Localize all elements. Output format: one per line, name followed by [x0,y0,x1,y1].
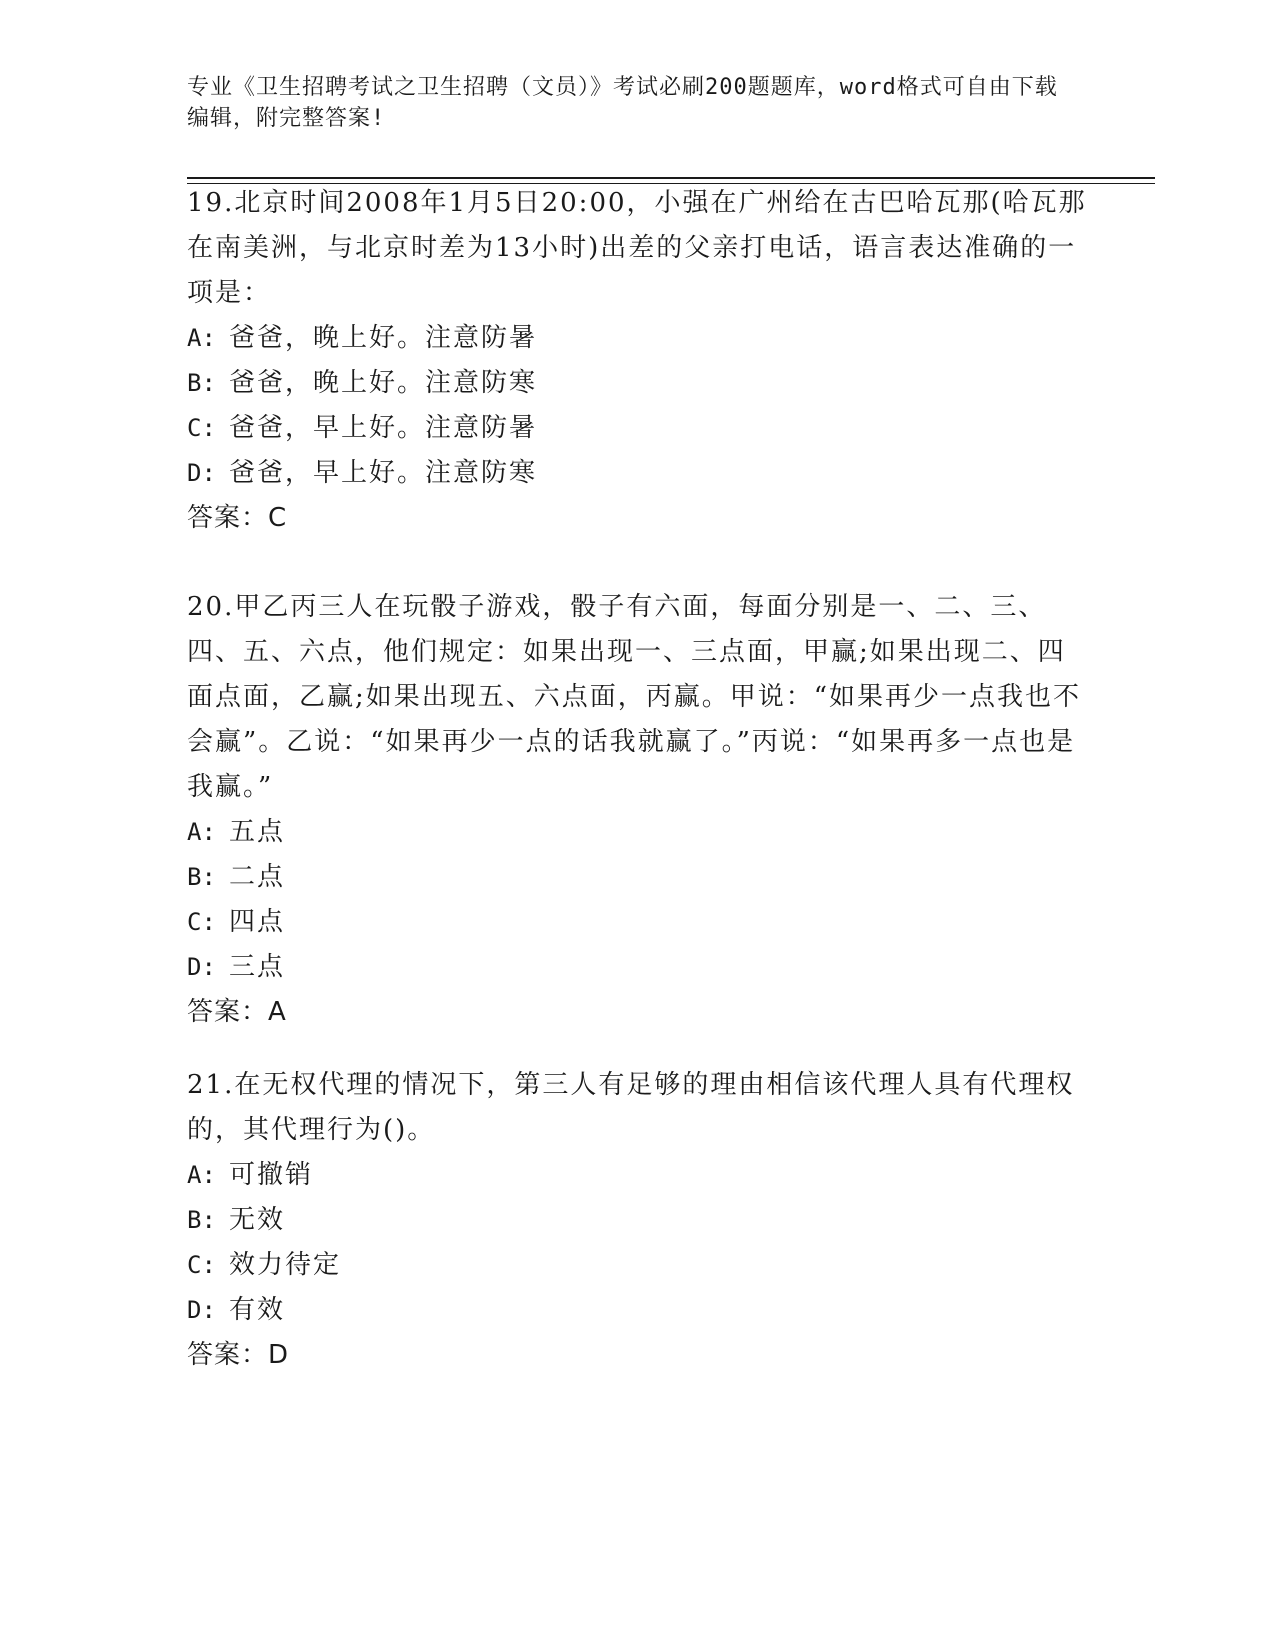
answer-value: A [268,997,287,1027]
header-divider-thick [187,177,1155,179]
option-d [187,1288,1087,1333]
option-letter: B: [187,369,216,397]
question-21 [187,1063,1087,1378]
option-c [187,900,1087,945]
option-letter: D: [187,1296,216,1324]
option-letter: D: [187,953,216,981]
document-header: 专业《卫生招聘考试之卫生招聘（文员）》考试必刷200题题库，word格式可自由下载编辑，附完整答案! [187,75,1058,131]
option-text: 三点 [229,952,286,982]
option-letter: C: [187,414,216,442]
option-letter: D: [187,459,216,487]
answer-label: 答案： [187,503,269,533]
option-text: 爸爸，晚上好。注意防寒 [229,368,538,398]
question-19 [187,181,1087,541]
question-text: 19.北京时间2008年1月5日20:00，小强在广州给在古巴哈瓦那(哈瓦那在南美洲，与北京时差为13小时)出差的父亲打电话，语言表达准确的一项是： [187,188,1087,308]
answer-value: D [268,1340,290,1370]
question-text: 21.在无权代理的情况下，第三人有足够的理由相信该代理人具有代理权的，其代理行为()。 [187,1070,1075,1145]
option-text: 二点 [229,862,286,892]
option-letter: C: [187,1251,216,1279]
option-text: 效力待定 [229,1250,342,1280]
option-b [187,855,1087,900]
option-c [187,406,1087,451]
answer-line [187,496,1087,541]
option-b [187,1198,1087,1243]
option-text: 爸爸，晚上好。注意防暑 [229,323,538,353]
option-b [187,361,1087,406]
option-text: 四点 [229,907,286,937]
answer-value: C [268,503,288,533]
question-20 [187,585,1087,1035]
option-text: 有效 [229,1295,286,1325]
answer-line [187,1333,1087,1378]
option-text: 五点 [229,817,286,847]
option-text: 爸爸，早上好。注意防寒 [229,458,538,488]
option-a [187,316,1087,361]
option-letter: A: [187,818,216,846]
answer-line [187,990,1087,1035]
answer-label: 答案： [187,997,269,1027]
question-text: 20.甲乙丙三人在玩骰子游戏，骰子有六面，每面分别是一、二、三、四、五、六点，他们规定：如果出现一、三点面，甲赢;如果出现二、四面点面，乙赢;如果出现五、六点面，丙赢。甲说：“如果再少一点我也不会赢”。乙说：“如果再少一点的话我就赢了。”丙说：“如果再多一点也是我赢。” [187,592,1082,802]
option-d [187,945,1087,990]
option-text: 爸爸，早上好。注意防暑 [229,413,538,443]
option-a [187,1153,1087,1198]
answer-label: 答案： [187,1340,269,1370]
option-d [187,451,1087,496]
option-text: 可撤销 [229,1160,314,1190]
option-letter: B: [187,863,216,891]
option-letter: A: [187,1161,216,1189]
option-letter: C: [187,908,216,936]
option-text: 无效 [229,1205,286,1235]
option-a [187,810,1087,855]
option-c [187,1243,1087,1288]
option-letter: A: [187,324,216,352]
option-letter: B: [187,1206,216,1234]
